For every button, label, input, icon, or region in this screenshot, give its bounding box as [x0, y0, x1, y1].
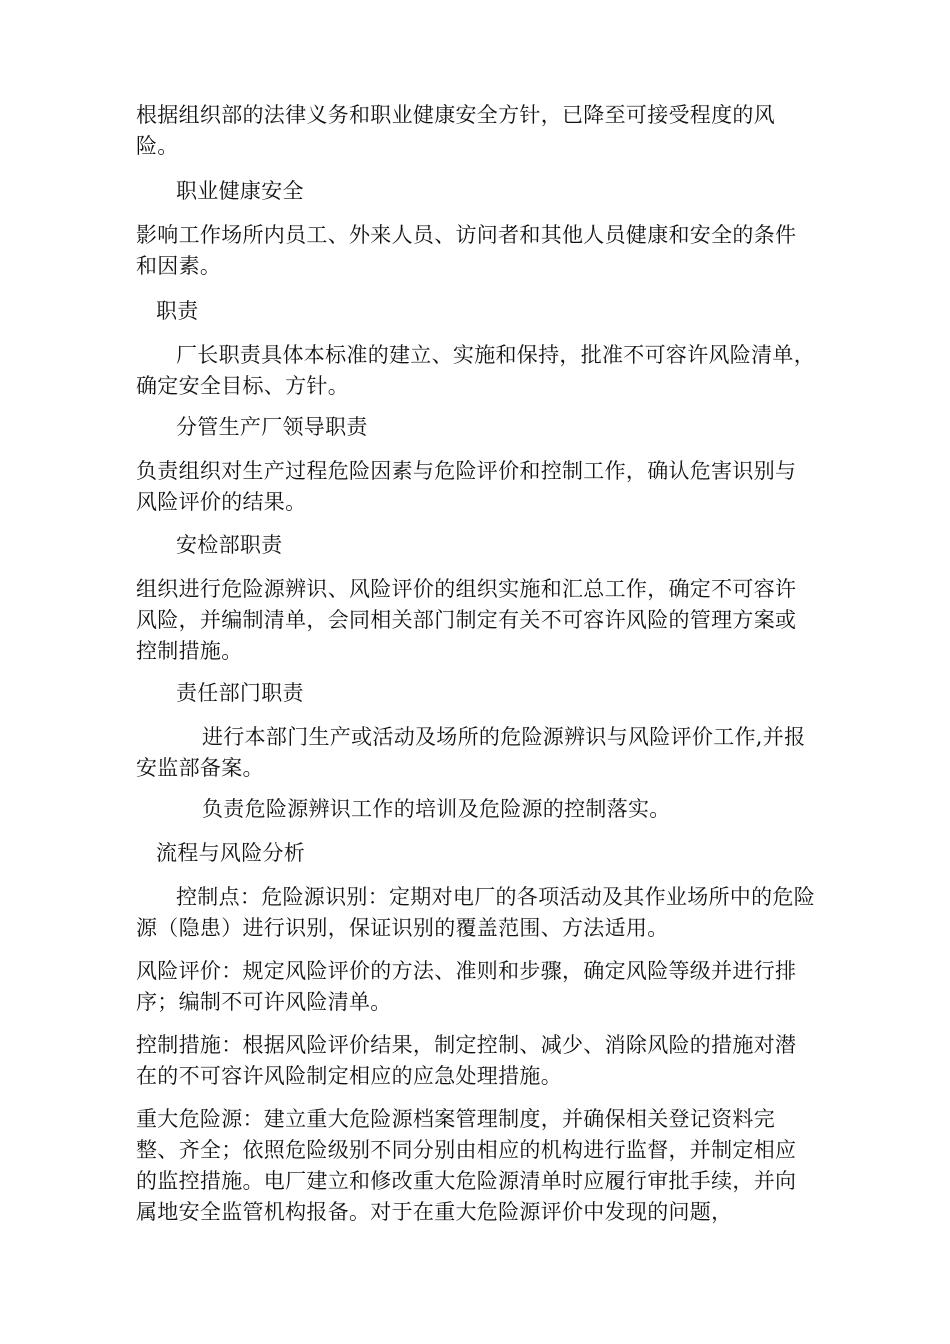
- heading-process-risk-analysis: 流程与风险分析: [156, 841, 306, 865]
- paragraph-risk-definition: 根据组织部的法律义务和职业健康安全方针，已降至可接受程度的风险。: [136, 103, 775, 158]
- paragraph-training-duties: 负责危险源辨识工作的培训及危险源的控制落实。: [202, 797, 671, 821]
- paragraph-control-measures: 控制措施：根据风险评价结果，制定控制、减少、消除风险的措施对潜在的不可容许风险制定相应的应急处理措施。: [136, 1033, 797, 1088]
- paragraph-director-duties: 厂长职责具体本标准的建立、实施和保持，批准不可容许风险清单，确定安全目标、方针。: [136, 343, 815, 398]
- paragraph-safety-dept-duties: 组织进行危险源辨识、风险评价的组织实施和汇总工作，确定不可容许风险，并编制清单，会同相关部门制定有关不可容许风险的管理方案或控制措施。: [136, 577, 797, 663]
- paragraph-ohs-definition: 影响工作场所内员工、外来人员、访问者和其他人员健康和安全的条件和因素。: [136, 223, 797, 278]
- heading-safety-dept-duties: 安检部职责: [176, 533, 283, 557]
- heading-occupational-health-safety: 职业健康安全: [176, 179, 304, 203]
- paragraph-hazard-identification: 控制点：危险源识别：定期对电厂的各项活动及其作业场所中的危险源（隐患）进行识别，保证识别的覆盖范围、方法适用。: [136, 885, 815, 940]
- paragraph-responsible-dept-duties: 进行本部门生产或活动及场所的危险源辨识与风险评价工作,并报安监部备案。: [136, 725, 806, 780]
- heading-responsible-dept-duties: 责任部门职责: [176, 681, 304, 705]
- heading-responsibilities: 职责: [156, 299, 199, 323]
- paragraph-major-hazards: 重大危险源：建立重大危险源档案管理制度，并确保相关登记资料完整、齐全；依照危险级别不同分别由相应的机构进行监督，并制定相应的监控措施。电厂建立和修改重大危险源清单时应履行审批手续，并向属地安全监管机构报备。对于在重大危险源评价中发现的问题，: [136, 1107, 797, 1224]
- heading-production-leader-duties: 分管生产厂领导职责: [176, 415, 368, 439]
- paragraph-risk-evaluation: 风险评价：规定风险评价的方法、准则和步骤，确定风险等级并进行排序；编制不可许风险清单。: [136, 959, 797, 1014]
- paragraph-production-leader-duties: 负责组织对生产过程危险因素与危险评价和控制工作，确认危害识别与风险评价的结果。: [136, 459, 797, 514]
